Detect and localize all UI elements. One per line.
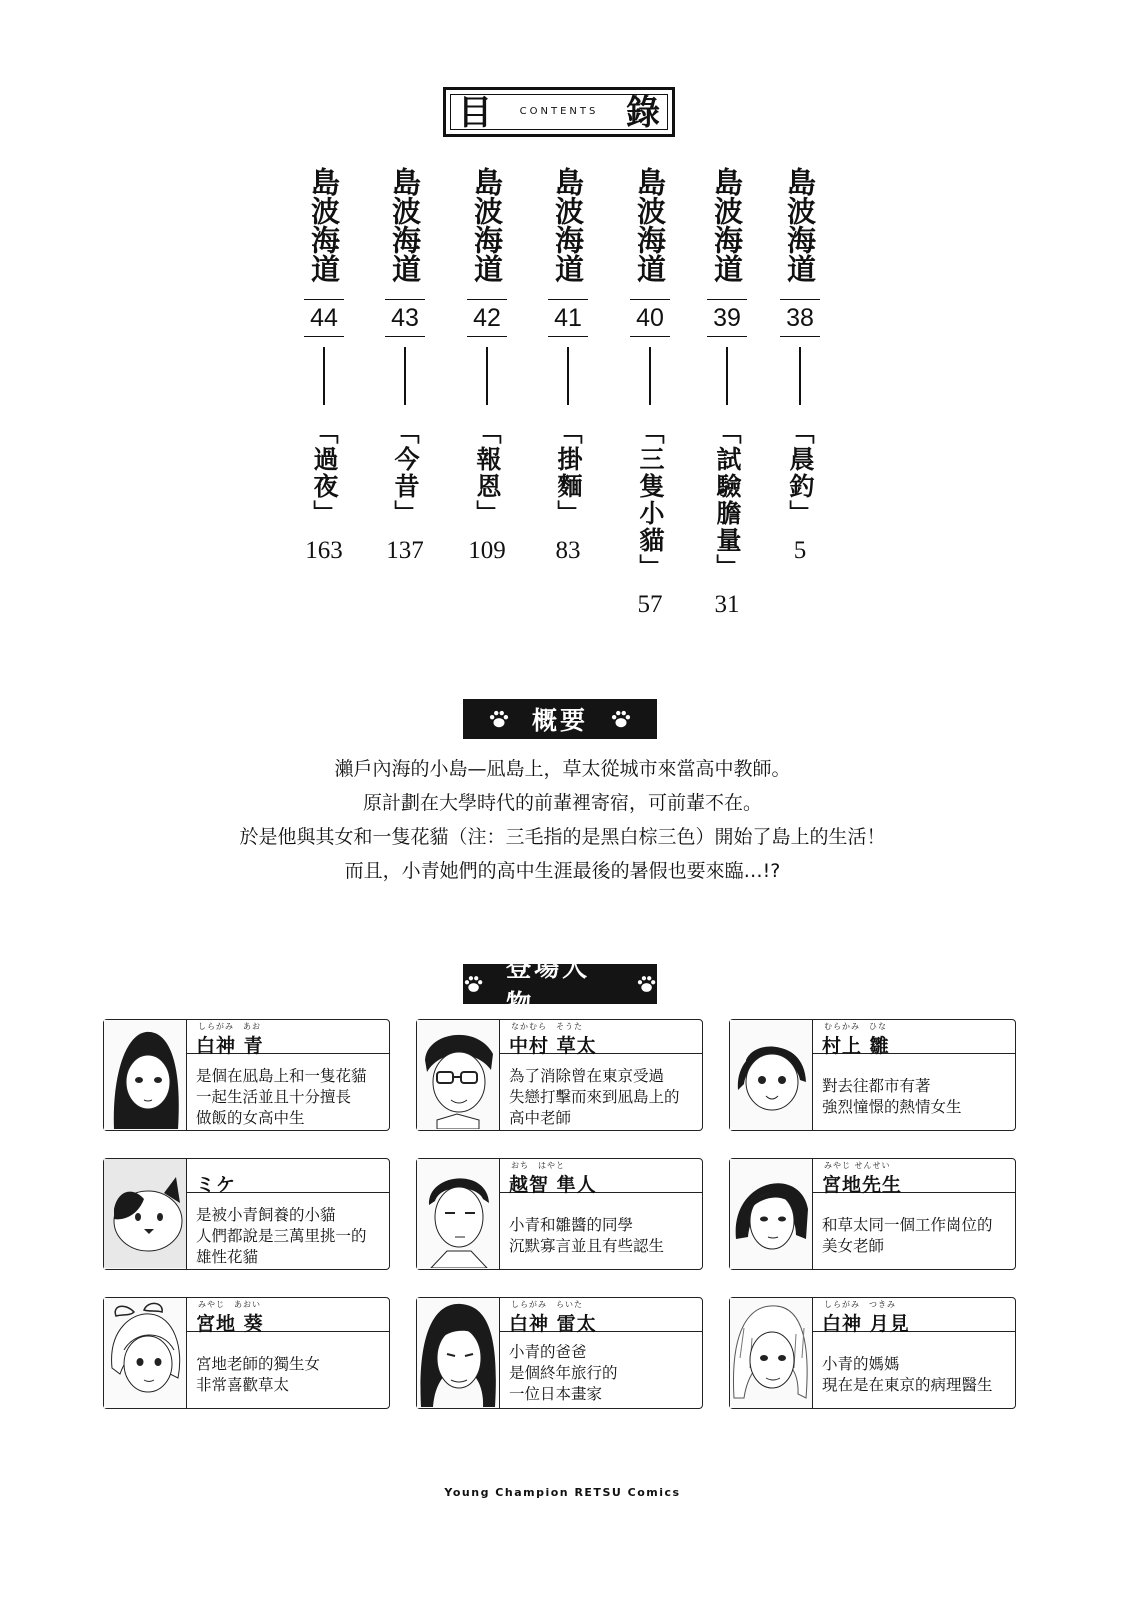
character-name: 宮地 葵 [196,1313,264,1335]
character-name: 村上 雛 [822,1035,890,1057]
chapter-page: 5 [793,537,807,564]
character-card-teacher-miyaji[interactable] [729,1158,1016,1270]
summary-line: 而且，小青她們的高中生涯最後的暑假也要來臨…!? [344,860,781,882]
name-ruby: みやじ あおい [198,1300,261,1309]
character-desc-line: 小青的媽媽 [822,1355,900,1373]
character-desc-line: 宮地老師的獨生女 [196,1355,321,1373]
character-name: 白神 青 [196,1035,264,1057]
character-card-hina-murakami[interactable] [729,1019,1016,1131]
chapter-number: 41 [554,303,582,332]
chapter-title: 「晨釣」 [786,419,815,527]
chapter-title: 「今昔」 [391,419,420,527]
character-name: ミケ [196,1174,237,1196]
chapter-series: 島波海道 [783,167,817,283]
summary-line: 瀨戶內海的小島—凪島上，草太從城市來當高中教師。 [334,758,791,780]
chapter-title: 「過夜」 [310,419,339,527]
character-desc-line: 一位日本畫家 [509,1385,603,1403]
character-portrait [104,1298,187,1408]
paw-icon [636,973,657,995]
character-desc-line: 雄性花貓 [196,1248,259,1266]
character-desc-line: 小青和雛醬的同學 [509,1216,634,1234]
chapter-divider [323,347,325,405]
chapter-series: 島波海道 [307,167,341,283]
character-portrait [730,1298,813,1408]
character-desc-line: 為了消除曾在東京受過 [509,1067,665,1085]
character-card-hayato-ochi[interactable] [416,1158,703,1270]
character-desc-line: 是被小青飼養的小貓 [196,1206,336,1224]
character-card-aoi-miyaji[interactable] [103,1297,390,1409]
chapter-title: 「掛麵」 [554,419,583,527]
chapter-divider [486,347,488,405]
chapter-title: 「三隻小貓」 [636,419,665,581]
character-desc-line: 對去往都市有著 [822,1077,931,1095]
chapter-number: 44 [310,303,338,332]
chapter-divider [649,347,651,405]
summary-heading-bar [463,699,657,739]
character-portrait [417,1159,500,1269]
name-ruby: しらがみ らいた [511,1300,583,1309]
character-desc-line: 做飯的女高中生 [196,1109,305,1127]
character-card-mike-cat[interactable] [103,1158,390,1270]
chapter-entry-41[interactable] [538,165,598,565]
name-ruby: おち はやと [511,1161,565,1170]
character-desc-line: 一起生活並且十分擅長 [196,1088,352,1106]
summary-heading: 概要 [531,706,588,735]
chapter-divider [726,347,728,405]
paw-icon [463,973,484,995]
chapter-title: 「試驗膽量」 [713,419,742,581]
chapter-page: 57 [637,591,663,618]
character-name: 白神 雷太 [509,1313,597,1335]
chapter-number: 39 [713,303,741,332]
chapter-series: 島波海道 [388,167,422,283]
character-card-sota-nakamura[interactable] [416,1019,703,1131]
chapter-number: 43 [391,303,419,332]
character-desc-line: 美女老師 [822,1237,885,1255]
characters-heading: 登場人物 [506,953,591,1018]
chapter-page: 137 [386,537,424,564]
contents-title-box [443,87,675,137]
chapter-page: 163 [305,537,343,564]
characters-heading-bar [463,953,657,1018]
publisher-footer: Young Champion RETSU Comics [444,1486,681,1499]
character-portrait [104,1020,187,1130]
chapter-entry-39[interactable] [697,165,757,619]
character-desc-line: 沉默寡言並且有些認生 [509,1237,665,1255]
title-contents-label: CONTENTS [519,106,599,117]
character-name: 中村 草太 [509,1035,597,1057]
name-ruby: みやじ せんせい [824,1161,891,1170]
character-desc-line: 強烈憧憬的熱情女生 [822,1098,962,1116]
chapter-divider [799,347,801,405]
character-desc-line: 失戀打擊而來到凪島上的 [509,1088,680,1106]
character-desc-line: 和草太同一個工作崗位的 [822,1216,993,1234]
chapter-number: 42 [473,303,501,332]
chapter-entry-42[interactable] [457,165,517,565]
summary-line: 於是他與其女和一隻花貓（注：三毛指的是黑白棕三色）開始了島上的生活！ [239,826,886,848]
character-desc-line: 非常喜歡草太 [196,1376,290,1394]
chapter-title: 「報恩」 [473,419,502,527]
character-portrait [730,1020,813,1130]
name-ruby: しらがみ つきみ [824,1300,896,1309]
character-card-raita-shiragami[interactable] [416,1297,703,1409]
title-char-left: 目 [458,93,492,133]
character-desc-line: 小青的爸爸 [509,1343,587,1361]
character-desc-line: 是個在凪島上和一隻花貓 [196,1067,367,1085]
summary-line: 原計劃在大學時代的前輩裡寄宿，可前輩不在。 [362,792,762,814]
chapter-divider [567,347,569,405]
chapter-page: 109 [468,537,506,564]
chapter-divider [404,347,406,405]
chapter-series: 島波海道 [710,167,744,283]
character-name: 宮地先生 [822,1174,903,1196]
character-portrait [417,1020,500,1130]
character-portrait [730,1159,813,1269]
summary-text [0,752,1125,888]
chapter-entry-38[interactable] [770,165,830,565]
character-portrait [104,1159,187,1269]
chapter-series: 島波海道 [633,167,667,283]
chapter-series: 島波海道 [551,167,585,283]
chapter-entry-40[interactable] [620,165,680,619]
chapter-number: 38 [786,303,814,332]
paw-icon [488,708,510,730]
chapter-number: 40 [636,303,664,332]
character-desc-line: 高中老師 [509,1109,572,1127]
character-card-aoi-shiragami[interactable] [103,1019,390,1131]
character-name: 越智 隼人 [509,1174,597,1196]
chapter-page: 31 [714,591,740,618]
character-desc-line: 是個終年旅行的 [509,1364,618,1382]
paw-icon [610,708,632,730]
chapter-entry-44[interactable] [294,165,354,565]
character-portrait [417,1298,500,1408]
character-desc-line: 人們都說是三萬里挑一的 [196,1227,367,1245]
chapter-page: 83 [555,537,581,564]
name-ruby: なかむら そうた [511,1022,583,1031]
character-desc-line: 現在是在東京的病理醫生 [822,1376,993,1394]
character-card-tsukimi-shiragami[interactable] [729,1297,1016,1409]
title-char-right: 錄 [626,93,660,133]
name-ruby: むらかみ ひな [824,1022,887,1031]
chapter-series: 島波海道 [470,167,504,283]
chapter-entry-43[interactable] [375,165,435,565]
name-ruby: しらがみ あお [198,1022,261,1031]
character-name: 白神 月見 [822,1313,910,1335]
